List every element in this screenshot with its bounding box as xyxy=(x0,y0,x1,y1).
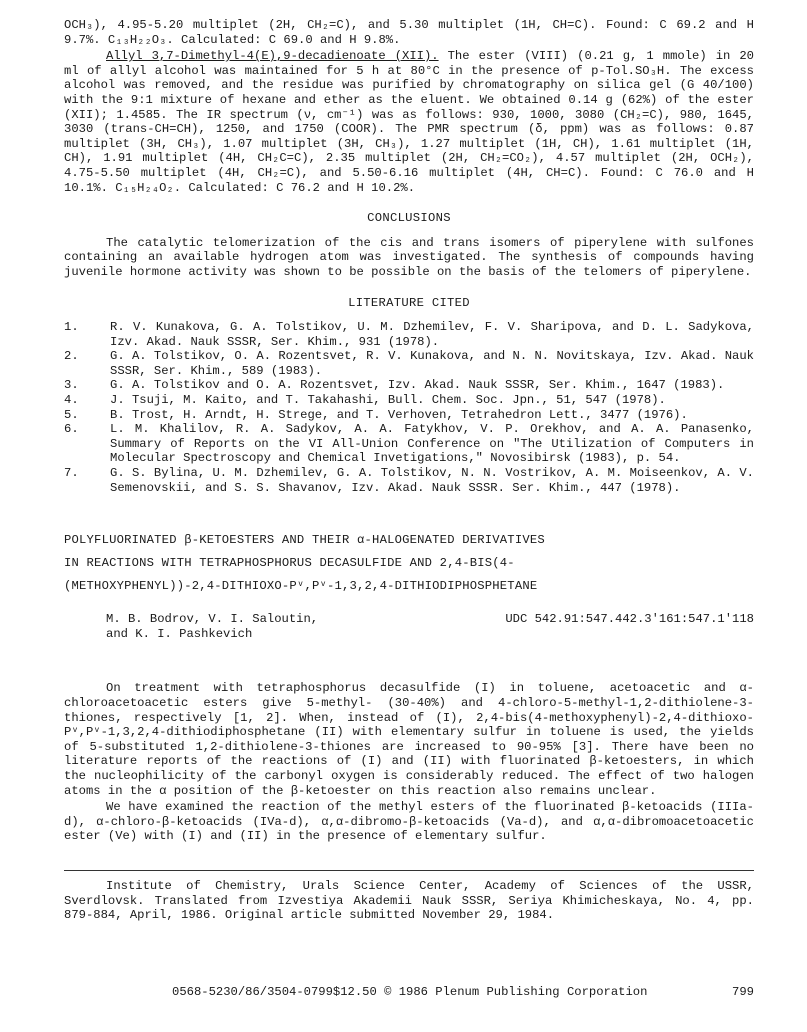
authors xyxy=(106,612,426,641)
literature-heading: LITERATURE CITED xyxy=(348,295,470,310)
issn-line: 0568-5230/86/3504-0799$12.50 © 1986 Plenum Publishing Corporation xyxy=(172,985,648,999)
reference-text: J. Tsuji, M. Kaito, and T. Takahashi, Bull. Chem. Soc. Jpn., 51, 547 (1978). xyxy=(110,393,666,408)
conclusions-text: The catalytic telomerization of the cis and trans isomers of piperylene with sulfones containing an available hydrogen atom was investigated. The synthesis of compounds having juvenile hormone activity was shown to be possible on the basis of the telomers of piperylene. xyxy=(64,235,754,279)
reference-item xyxy=(64,393,754,408)
reference-number: 7. xyxy=(64,466,79,481)
reference-item xyxy=(64,320,754,349)
article-paragraph: On treatment with tetraphosphorus decasulfide (I) in toluene, acetoacetic and α-chloroacetoacetic esters give 5-methyl- (30-40%) and 4-chloro-5-methyl-1,2-dithiolene-3-thiones, respectively [1, 2]. When, instead of (I), 2,4-bis(4-methoxyphenyl)-2,4-dithioxo-Pᵛ,Pᵛ-1,3,2,4-dithiodiphosphetane (II) with elementary sulfur in toluene is used, the yields of 5-substituted 1,2-dithiolene-3-thiones are increased to 90-95% [3]. There have been no literature reports of the reactions of (I) and (II) with fluorinated β-ketoesters, in which the nucleophilicity of the carbonyl oxygen is considerably reduced. The effect of two halogen atoms in the α position of the β-ketoester on this reaction also remains unclear. xyxy=(64,681,754,798)
article-title xyxy=(64,529,754,598)
reference-item xyxy=(64,466,754,495)
reference-text: G. A. Tolstikov, O. A. Rozentsvet, R. V. Kunakova, and N. N. Novitskaya, Izv. Akad. Nauk SSSR, Ser. Khim., 589 (1983). xyxy=(110,349,754,378)
reference-item xyxy=(64,378,754,393)
page-number: 799 xyxy=(732,985,754,999)
compound-title: Allyl 3,7-Dimethyl-4(E),9-decadienoate (XII). xyxy=(106,49,439,64)
udc-code: UDC 542.91:547.442.3'161:547.1'118 xyxy=(505,612,754,627)
reference-number: 6. xyxy=(64,422,79,437)
article-paragraph: We have examined the reaction of the methyl esters of the fluorinated β-ketoacids (IIIa-d), α-chloro-β-ketoacids (IVa-d), α,α-dibromo-β-ketoacids (Va-d), and α,α-dibromoacetoacetic ester (Ve) with (I) and (II) in the presence of elementary sulfur. xyxy=(64,800,754,844)
article-title-line: IN REACTIONS WITH TETRAPHOSPHORUS DECASULFIDE AND 2,4-BIS(4- xyxy=(64,556,515,571)
reference-list xyxy=(64,320,754,495)
reference-item xyxy=(64,408,754,423)
conclusions-heading: CONCLUSIONS xyxy=(367,211,451,226)
reference-number: 3. xyxy=(64,378,79,393)
article-body xyxy=(64,681,754,844)
reference-number: 1. xyxy=(64,320,79,335)
reference-text: G. S. Bylina, U. M. Dzhemilev, G. A. Tolstikov, N. N. Vostrikov, A. M. Moiseenkov, A. V. Semenovskii, and S. S. Shavanov, Izv. Akad. Nauk SSSR. Ser. Khim., 447 (1978). xyxy=(110,466,754,495)
reference-number: 4. xyxy=(64,393,79,408)
article-title-line: POLYFLUORINATED β-KETOESTERS AND THEIR α-HALOGENATED DERIVATIVES xyxy=(64,533,545,548)
reference-number: 2. xyxy=(64,349,79,364)
article-title-line: (METHOXYPHENYL))-2,4-DITHIOXO-Pᵛ,Pᵛ-1,3,2,4-DITHIODIPHOSPHETANE xyxy=(64,579,538,594)
authors-line: and K. I. Pashkevich xyxy=(106,626,253,641)
reference-number: 5. xyxy=(64,407,79,422)
reference-item xyxy=(64,349,754,378)
continued-paragraph: OCH₃), 4.95-5.20 multiplet (2H, CH₂=C), and 5.30 multiplet (1H, CH=C). Found: C 69.2 and H 9.7%. C₁₃H₂₂O₃. Calculated: C 69.0 and H 9.8%. xyxy=(64,18,754,47)
page-footer xyxy=(64,985,754,1000)
byline xyxy=(64,612,754,641)
reference-text: L. M. Khalilov, R. A. Sadykov, A. A. Fatykhov, V. P. Orekhov, and A. A. Panasenko, Summary of Reports on the VI All-Union Conference on "The Utilization of Computers in Molecular Spectroscopy and Chemical Invetigations," Novosibirsk (1983), p. 54. xyxy=(110,422,754,466)
footnote: Institute of Chemistry, Urals Science Center, Academy of Sciences of the USSR, Sverdlovsk. Translated from Izvestiya Akademii Nauk SSSR, Seriya Khimicheskaya, No. 4, pp. 879-884, April, 1986. Original article submitted November 29, 1984. xyxy=(64,878,754,923)
authors-line: M. B. Bodrov, V. I. Saloutin, xyxy=(106,612,319,627)
reference-text: G. A. Tolstikov and O. A. Rozentsvet, Izv. Akad. Nauk SSSR, Ser. Khim., 1647 (1983). xyxy=(110,378,725,393)
page-body xyxy=(64,18,754,923)
reference-text: R. V. Kunakova, G. A. Tolstikov, U. M. Dzhemilev, F. V. Sharipova, and D. L. Sadykova, Izv. Akad. Nauk SSSR, Ser. Khim., 931 (1978). xyxy=(110,320,754,349)
allyl-text: The ester (VIII) (0.21 g, 1 mmole) in 20 ml of allyl alcohol was maintained for 5 h at 80°C in the presence of p-Tol.SO₃H. The excess alcohol was removed, and the residue was purified by chromatography on silica gel (G 40/100) with the 9:1 mixture of hexane and ether as the eluent. We obtained 0.14 g (62%) of the ester (XII); 1.4585. The IR spectrum (ν, cm⁻¹) was as follows: 930, 1000, 3080 (CH₂=C), 980, 1645, 3030 (trans-CH=CH), 1250, and 1750 (COOR). The PMR spectrum (δ, ppm) was as follows: 0.87 multiplet (3H, CH₃), 1.07 multiplet (3H, CH₃), 1.27 multiplet (1H, CH), 1.61 multiplet (1H, CH), 1.91 multiplet (4H, CH₂C=C), 2.35 multiplet (2H, CH₂=CO₂), 4.57 multiplet (2H, OCH₂), 4.75-5.50 multiplet (4H, CH₂=C), and 5.50-6.16 multiplet (4H, CH=C). Found: C 76.0 and H 10.1%. C₁₅H₂₄O₂. Calculated: C 76.2 and H 10.2%. xyxy=(64,49,754,195)
reference-item xyxy=(64,422,754,466)
reference-text: B. Trost, H. Arndt, H. Strege, and T. Verhoven, Tetrahedron Lett., 3477 (1976). xyxy=(110,407,688,422)
allyl-paragraph xyxy=(64,49,754,195)
footnote-divider xyxy=(64,870,754,871)
